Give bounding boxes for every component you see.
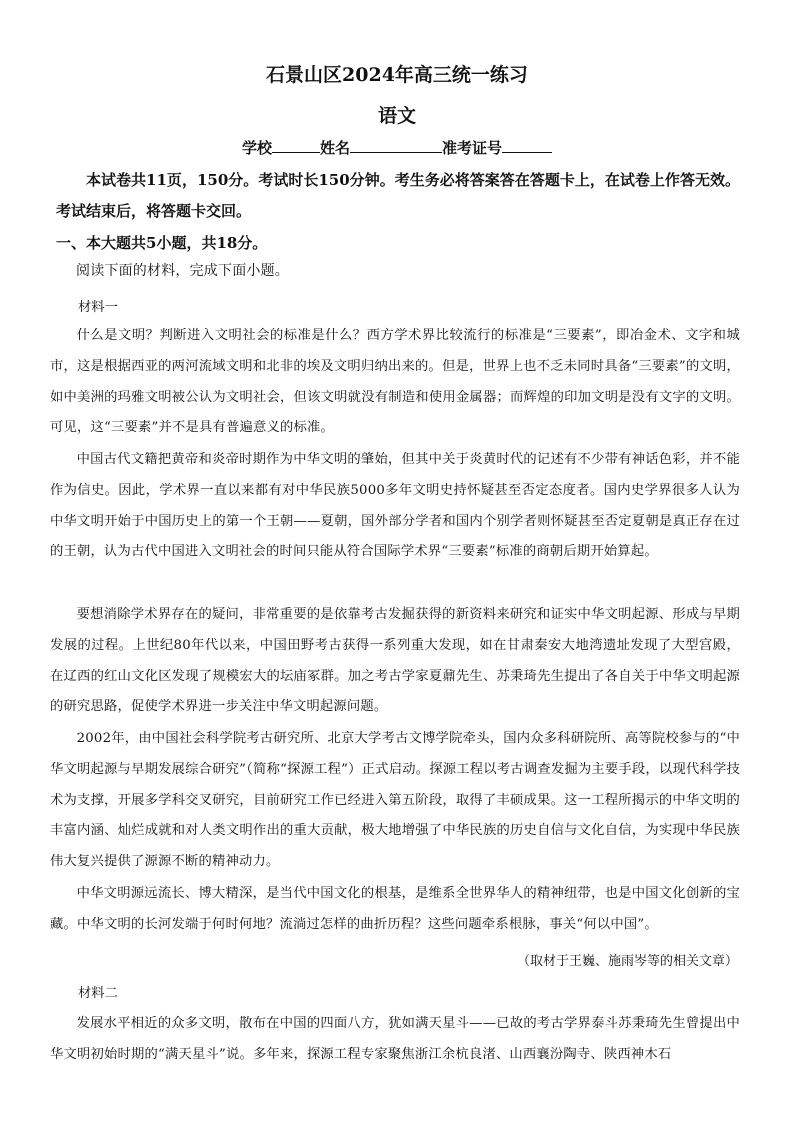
exam-instructions: 本试卷共11页，150分。考试时长150分钟。考生务必将答案答在答题卡上，在试卷上作答无效。考试结束后，将答题卡交回。 (56, 171, 740, 220)
material1-source: （取材于王巍、施雨岑等的相关文章） (516, 954, 738, 969)
school-label: 学校 (241, 139, 272, 157)
exam-title: 石景山区2024年高三统一练习 (266, 64, 528, 86)
exam-id-label: 准考证号 (442, 139, 503, 157)
section-heading: 一、本大题共5小题，共18分。 (56, 234, 268, 252)
name-blank[interactable] (350, 137, 442, 153)
material1-paragraph: 中国古代文籍把黄帝和炎帝时期作为中华文明的肇始，但其中关于炎黄时代的记述有不少带有神话色彩，并不能作为信史。因此，学术界一直以来都有对中华民族5000多年文明史持怀疑甚至否定态度者。国内史学界很多人认为中华文明开始于中国历史上的第一个王朝——夏朝，国外部分学者和国内个别学者则怀疑甚至否定夏朝是真正存在过的王朝，认为古代中国进入文明社会的时间只能从符合国际学术界“三要素”标准的商朝后期开始算起。 (50, 452, 740, 560)
school-blank[interactable] (272, 137, 320, 153)
material1-label: 材料一 (78, 300, 118, 315)
exam-id-blank[interactable] (502, 137, 552, 153)
subject-title: 语文 (377, 105, 416, 127)
student-info-line (0, 137, 794, 158)
name-label: 姓名 (319, 139, 350, 157)
reading-prompt: 阅读下面的材料，完成下面小题。 (76, 263, 289, 279)
material1-paragraph: 什么是文明？判断进入文明社会的标准是什么？西方学术界比较流行的标准是“三要素”，即冶金术、文字和城市，这是根据西亚的两河流域文明和北非的埃及文明归纳出来的。但是，世界上也不乏未同时具备“三要素”的文明，如中美洲的玛雅文明被公认为文明社会，但该文明就没有制造和使用金属器；而辉煌的印加文明是没有文字的文明。可见，这“三要素”并不是具有普遍意义的标准。 (50, 328, 740, 436)
material2-label: 材料二 (78, 986, 118, 1001)
material1-paragraph: 2002年，由中国社会科学院考古研究所、北京大学考古文博学院牵头，国内众多科研院所、高等院校参与的“中华文明起源与早期发展综合研究”（简称“探源工程”）正式启动。探源工程以考古调查发掘为主要手段，以现代科学技术为支撑，开展多学科交叉研究，目前研究工作已经进入第五阶段，取得了丰硕成果。这一工程所揭示的中华文明的丰富内涵、灿烂成就和对人类文明作出的重大贡献，极大地增强了中华民族的历史自信与文化自信，为实现中华民族伟大复兴提供了源源不断的精神动力。 (50, 731, 740, 870)
material1-paragraph: 中华文明源远流长、博大精深，是当代中国文化的根基，是维系全世界华人的精神纽带，也是中国文化创新的宝藏。中华文明的长河发端于何时何地？流淌过怎样的曲折历程？这些问题牵系根脉，事关“何以中国”。 (50, 886, 740, 932)
material1-paragraph: 要想消除学术界存在的疑问，非常重要的是依靠考古发掘获得的新资料来研究和证实中华文明起源、形成与早期发展的过程。上世纪80年代以来，中国田野考古获得一系列重大发现，如在甘肃秦安大地湾遗址发现了大型宫殿，在辽西的红山文化区发现了规模宏大的坛庙冢群。加之考古学家夏鼐先生、苏秉琦先生提出了各自关于中华文明起源的研究思路，促使学术界进一步关注中华文明起源问题。 (50, 607, 740, 715)
material2-paragraph: 发展水平相近的众多文明，散布在中国的四面八方，犹如满天星斗——已故的考古学界泰斗苏秉琦先生曾提出中华文明初始时期的“满天星斗”说。多年来，探源工程专家聚焦浙江余杭良渚、山西襄汾陶寺、陕西神木石 (50, 1016, 740, 1062)
